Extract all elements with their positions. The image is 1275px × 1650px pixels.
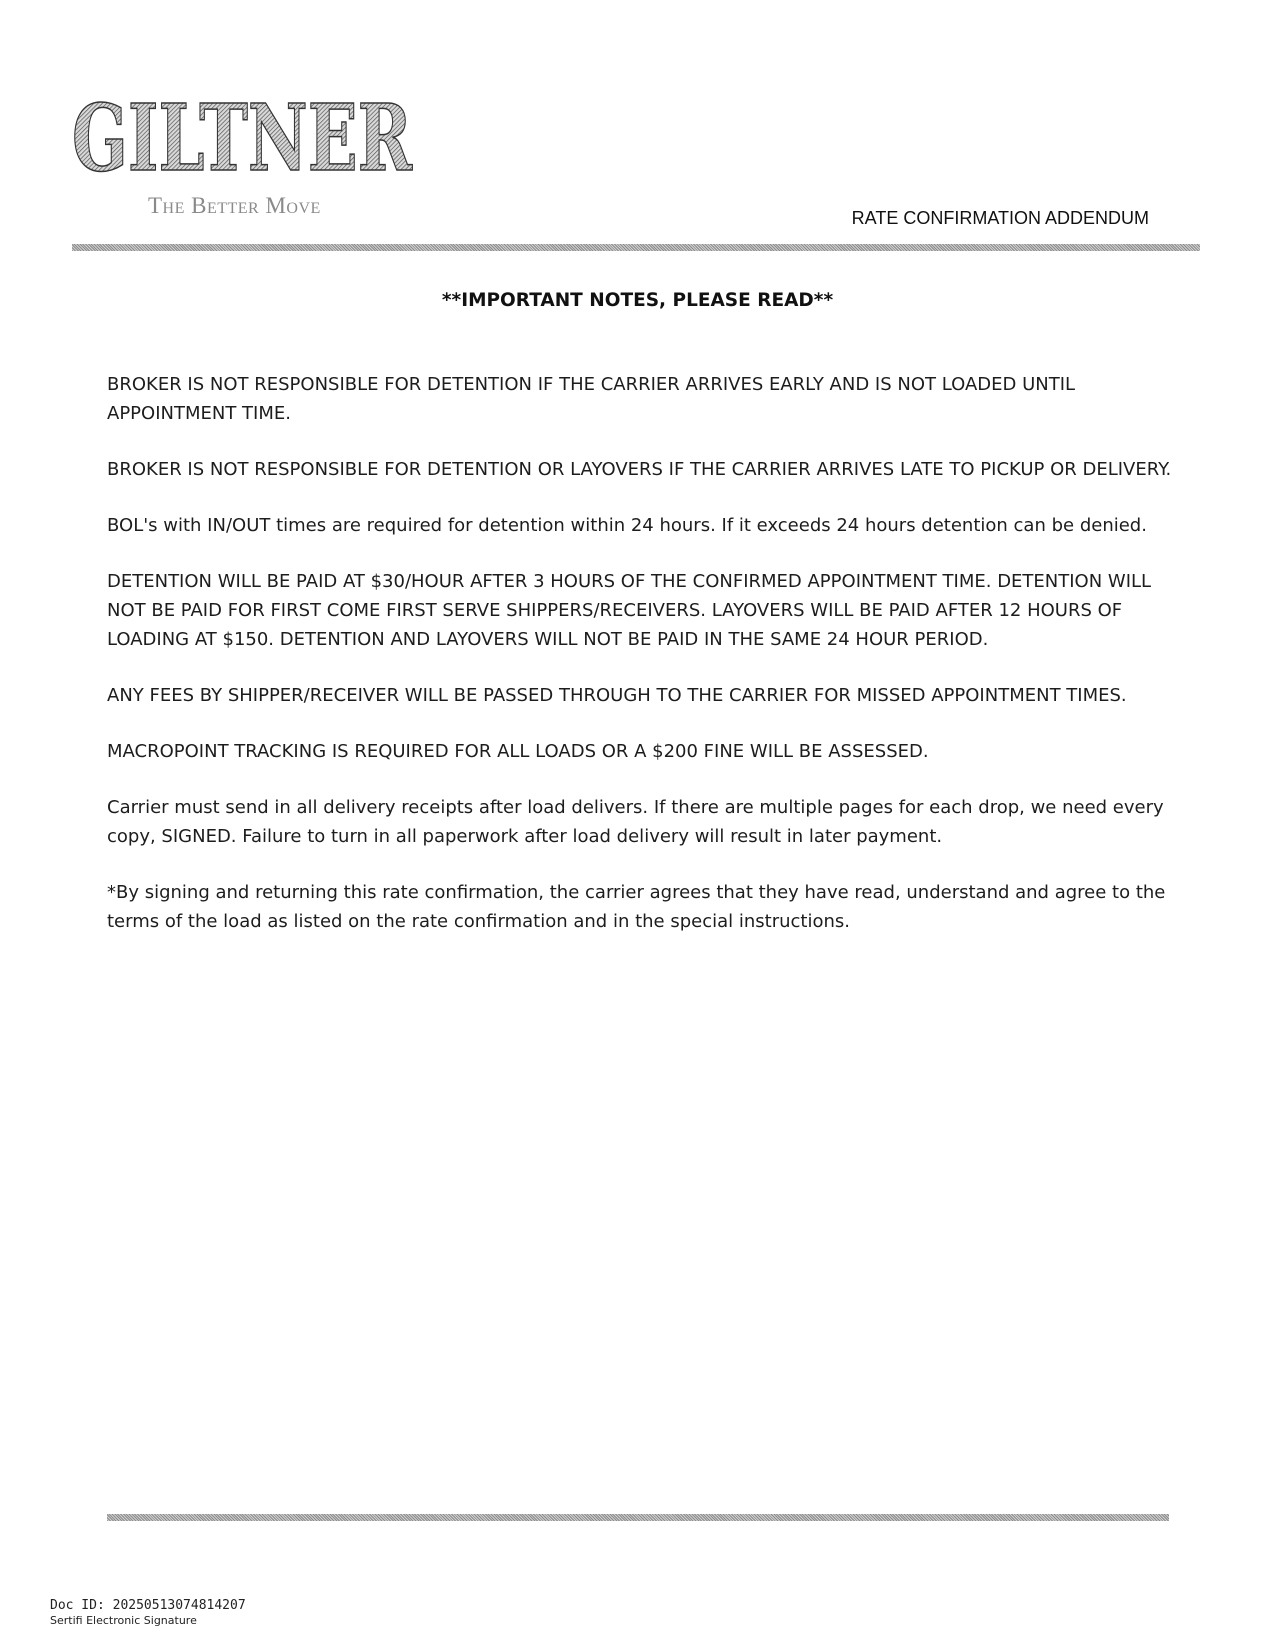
header-divider [72, 244, 1200, 251]
giltner-logo-icon [72, 84, 432, 195]
note-item: Carrier must send in all delivery receipts after load delivers. If there are multiple pages for each drop, we need every copy, SIGNED. Failure to turn in all paperwork after load delivery will result in later payment. [107, 797, 1164, 847]
svg-text:GILTNER: GILTNER [72, 84, 413, 192]
note-item: MACROPOINT TRACKING IS REQUIRED FOR ALL LOADS OR A $200 FINE WILL BE ASSESSED. [107, 741, 929, 762]
footer-divider [107, 1514, 1169, 1521]
document-title: RATE CONFIRMATION ADDENDUM [851, 208, 1149, 228]
note-item: DETENTION WILL BE PAID AT $30/HOUR AFTER 3 HOURS OF THE CONFIRMED APPOINTMENT TIME. DETENTION WILL NOT BE PAID FOR FIRST COME FIRST SERVE SHIPPERS/RECEIVERS. LAYOVERS WILL BE PAID AFTER 12 HOURS OF LOADING AT $150. DETENTION AND LAYOVERS WILL NOT BE PAID IN THE SAME 24 HOUR PERIOD. [107, 571, 1152, 650]
note-item: *By signing and returning this rate confirmation, the carrier agrees that they have read, understand and agree to the terms of the load as listed on the rate confirmation and in the special instructions. [107, 882, 1166, 932]
notes-heading: **IMPORTANT NOTES, PLEASE READ** [441, 290, 834, 311]
signature-label: Sertifi Electronic Signature [50, 1614, 197, 1627]
note-item: BROKER IS NOT RESPONSIBLE FOR DETENTION OR LAYOVERS IF THE CARRIER ARRIVES LATE TO PICKUP OR DELIVERY. [107, 459, 1172, 480]
note-item: BOL's with IN/OUT times are required for detention within 24 hours. If it exceeds 24 hours detention can be denied. [107, 515, 1147, 536]
note-item: ANY FEES BY SHIPPER/RECEIVER WILL BE PASSED THROUGH TO THE CARRIER FOR MISSED APPOINTMENT TIMES. [107, 685, 1127, 706]
company-tagline: The Better Move [148, 193, 321, 218]
footer [50, 1598, 246, 1628]
doc-id: Doc ID: 20250513074814207 [50, 1598, 246, 1613]
notes-list [107, 370, 1182, 963]
note-item: BROKER IS NOT RESPONSIBLE FOR DETENTION IF THE CARRIER ARRIVES EARLY AND IS NOT LOADED UNTIL APPOINTMENT TIME. [107, 374, 1076, 424]
